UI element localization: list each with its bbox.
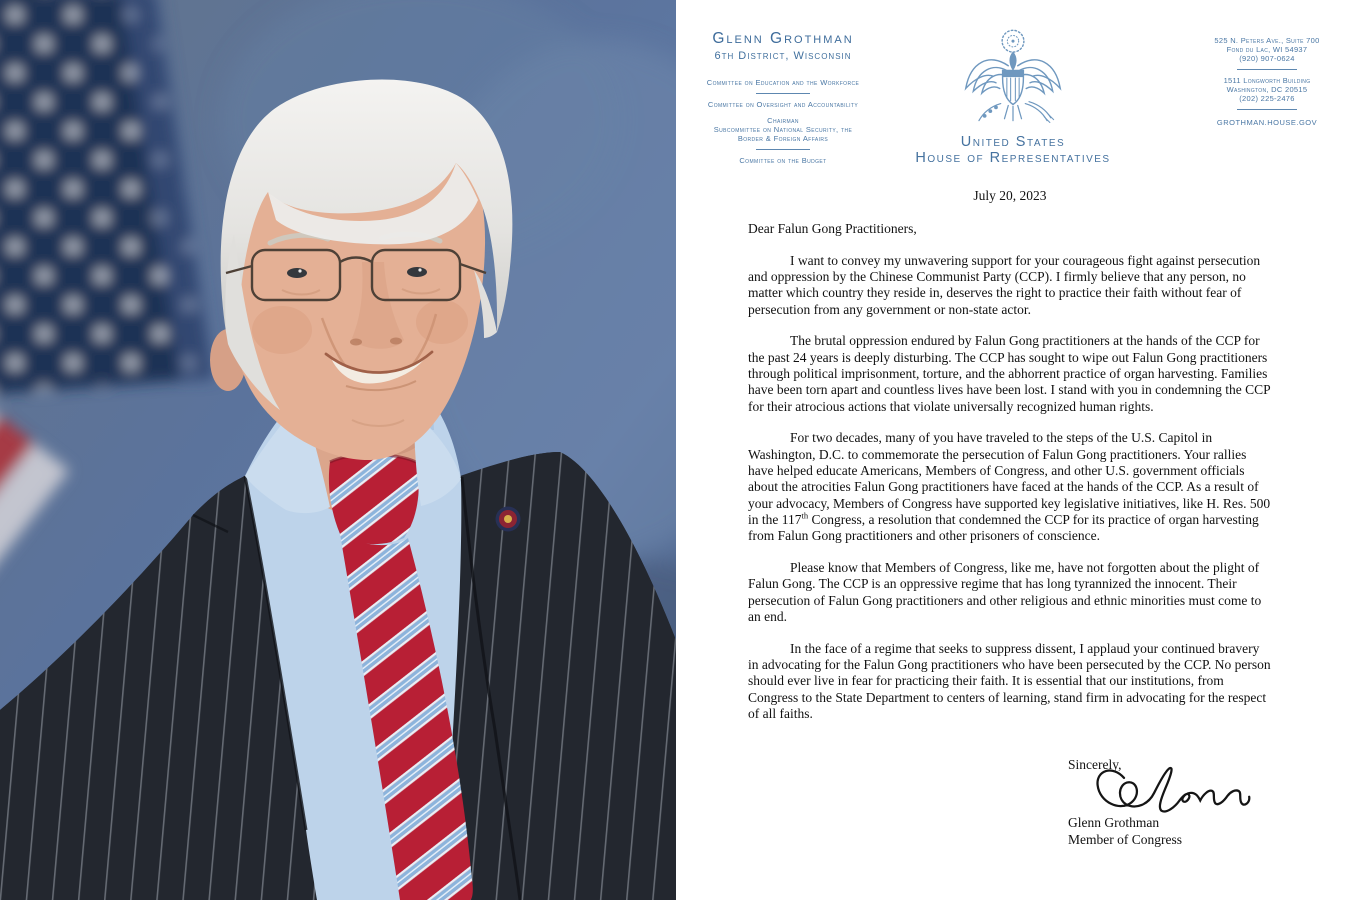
divider <box>756 93 810 94</box>
committee-line: Committee on Oversight and Accountability <box>707 100 859 109</box>
letter-body <box>748 221 1272 738</box>
paragraph: The brutal oppression endured by Falun Gong practitioners at the hands of the CCP for the past 24 years is deeply disturbing. The CCP has sought to wipe out Falun Gong practitioners through political imprisonment, torture, and the abhorrent practice of organ harvesting. Families have been torn apart and countless lives have been lost. I stand with you in condemning the CCP for their atrocious actions that violate universally recognized human rights. <box>748 333 1271 414</box>
right-cheek <box>416 300 468 344</box>
divider <box>756 149 810 150</box>
letterhead-offices-block <box>1199 36 1335 127</box>
us-great-seal-eagle-icon <box>961 24 1065 134</box>
committee-line: Committee on Education and the Workforce <box>706 78 860 87</box>
org-name-line2: House of Representatives <box>915 150 1111 166</box>
salutation: Dear Falun Gong Practitioners, <box>748 221 917 236</box>
divider <box>1237 69 1297 70</box>
letter-date: July 20, 2023 <box>973 188 1047 203</box>
member-name: Glenn Grothman <box>712 30 854 47</box>
signer-name: Glenn Grothman <box>1068 815 1160 831</box>
tie-knot <box>329 455 419 545</box>
letterhead-seal-block <box>913 24 1113 166</box>
district-office-address: 525 N. Peters Ave., Suite 700 <box>1214 36 1320 45</box>
signer-title: Member of Congress <box>1068 831 1182 847</box>
closing-block <box>1068 757 1182 848</box>
subcommittee-line: Subcommittee on National Security, the <box>713 125 853 134</box>
closing-salutation: Sincerely, <box>1068 757 1122 772</box>
district-office-city: Fond du Lac, WI 54937 <box>1226 45 1308 54</box>
right-eye <box>407 267 427 277</box>
dc-office-city: Washington, DC 20515 <box>1226 85 1308 94</box>
member-district: 6th District, Wisconsin <box>714 50 852 62</box>
dc-office-address: 1511 Longworth Building <box>1223 76 1311 85</box>
left-cheek <box>252 306 312 354</box>
paragraph: In the face of a regime that seeks to suppress dissent, I applaud your continued bravery in advocating for the Falun Gong practitioners who have been persecuted by the CCP. No person should ever live in fear for practicing their faith. It is essential that our institutions, from Congress to the State Department to centers of learning, stand firm in advocating for the respect of all faiths. <box>748 640 1271 721</box>
paragraph <box>748 430 1272 544</box>
letterhead-member-block <box>688 30 878 165</box>
chairman-line: Chairman <box>767 116 799 125</box>
subcommittee-line: Border & Foreign Affairs <box>737 134 829 143</box>
district-office-phone: (920) 907-0624 <box>1239 54 1295 63</box>
ordinal-superscript: th <box>801 510 809 521</box>
website-url: GROTHMAN.HOUSE.GOV <box>1216 118 1318 127</box>
paragraph-text: Congress, a resolution that condemned the CCP for its practice of organ harvesting from Falun Gong practitioners and other prisoners of conscience. <box>748 511 1259 544</box>
dc-office-phone: (202) 225-2476 <box>1239 94 1295 103</box>
lapel-pin-icon <box>496 507 521 532</box>
letter-page <box>676 0 1350 900</box>
paragraph: I want to convey my unwavering support for your courageous fight against persecution and oppression by the Chinese Communist Party (CCP). I firmly believe that any person, no matter which country they reside in, deserves the right to practice their faith without fear of persecution from any government or non-state actor. <box>748 252 1261 317</box>
org-name-line1: United States <box>960 134 1066 150</box>
committee-line: Committee on the Budget <box>739 156 827 165</box>
paragraph-text: For two decades, many of you have traveled to the steps of the U.S. Capitol in Washington, D.C. to commemorate the persecution of Falun Gong practitioners. Your rallies have helped educate Americans, Members of Congress, and other U.S. government officials about the atrocities Falun Gong practitioners have faced at the hands of the CCP. As a result of your advocacy, Members of Congress have supported key legislative initiatives, like H. Res. 500 in the 117 <box>748 430 1271 527</box>
divider <box>1237 109 1297 110</box>
paragraph: Please know that Members of Congress, like me, have not forgotten about the plight of Falun Gong. The CCP is an oppressive regime that has long tyrannized the innocent. Their persecution of Falun Gong practitioners and other religious and ethnic minorities must come to an end. <box>748 560 1262 624</box>
handwritten-signature-glenn <box>1092 759 1252 825</box>
left-eye <box>287 268 307 278</box>
